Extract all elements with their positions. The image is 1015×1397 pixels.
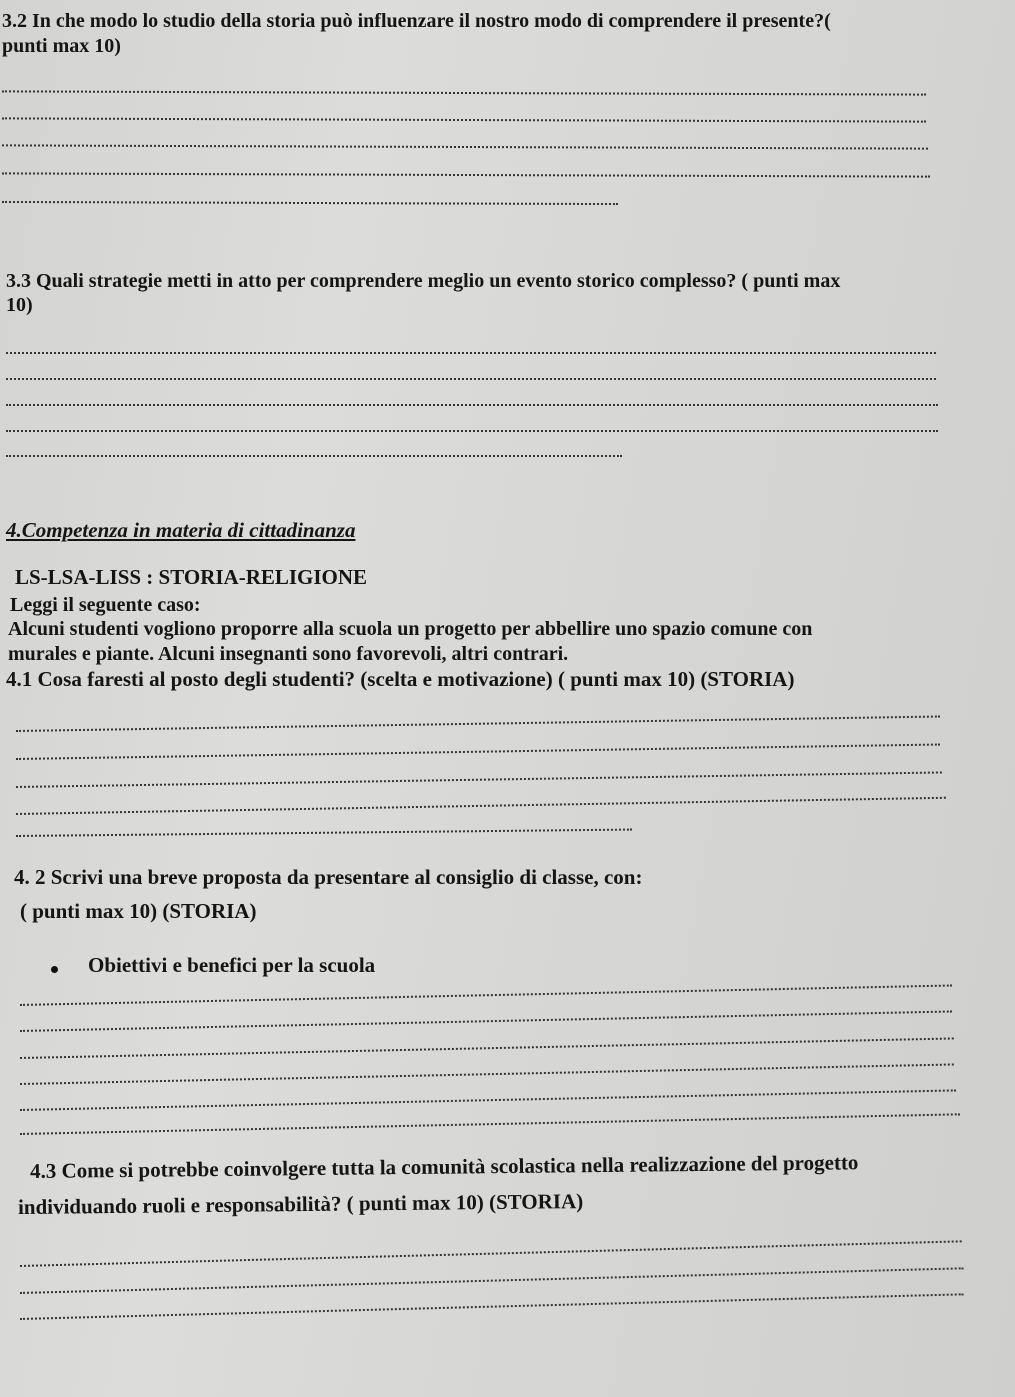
answer-line[interactable] [16,771,942,788]
question-4-3-line-1: 4.3 Come si potrebbe coinvolgere tutta la comunità scolastica nella realizzazione del progetto [29,1150,859,1183]
question-3-2-line-1: 3.2 In che modo lo studio della storia può influenzare il nostro modo di comprendere il presente?( [2,10,831,32]
answer-line[interactable] [16,797,946,815]
answer-line[interactable] [6,352,936,354]
answer-line[interactable] [20,984,952,1006]
question-3-3-line-1: 3.3 Quali strategie metti in atto per comprendere meglio un evento storico complesso? ( punti max [6,270,841,292]
answer-line[interactable] [20,1010,952,1032]
case-text-line-2: murales e piante. Alcuni insegnanti sono favorevoli, altri contrari. [8,643,569,665]
answer-line[interactable] [2,172,930,177]
answer-line[interactable] [20,1089,956,1111]
answer-line[interactable] [16,743,940,760]
section-4-title: 4.Competenza in materia di cittadinanza [6,518,356,542]
answer-line[interactable] [20,1240,962,1267]
question-4-3-line-2: individuando ruoli e responsabilità? ( punti max 10) (STORIA) [17,1189,584,1219]
answer-line[interactable] [6,455,622,457]
answer-line[interactable] [20,1113,960,1135]
question-4-1: 4.1 Cosa faresti al posto degli studenti? (scelta e motivazione) ( punti max 10) (STORIA) [6,667,795,691]
bullet-icon [51,966,58,973]
answer-line[interactable] [2,144,928,149]
answer-line[interactable] [20,1293,964,1320]
question-3-2-line-2: punti max 10) [2,35,121,57]
answer-line[interactable] [6,378,936,380]
question-3-3-line-2: 10) [6,294,33,316]
bullet-objectives: Obiettivi e benefici per la scuola [88,953,376,977]
case-text-line-1: Alcuni studenti vogliono proporre alla scuola un progetto per abbellire uno spazio comune con [8,618,813,640]
answer-line[interactable] [2,117,926,122]
answer-line[interactable] [2,201,618,205]
answer-line[interactable] [20,1037,954,1059]
question-4-2-line-1: 4. 2 Scrivi una breve proposta da presentare al consiglio di classe, con: [14,865,643,889]
answer-line[interactable] [6,430,938,432]
question-4-2-line-2: ( punti max 10) (STORIA) [20,899,257,923]
answer-line[interactable] [20,1267,964,1294]
section-4-subtitle: LS-LSA-LISS : STORIA-RELIGIONE [15,565,368,589]
answer-line[interactable] [20,1063,954,1085]
answer-line[interactable] [2,90,926,95]
answer-line[interactable] [16,829,632,837]
answer-line[interactable] [6,404,938,406]
case-intro: Leggi il seguente caso: [10,594,201,616]
answer-line[interactable] [16,715,940,732]
